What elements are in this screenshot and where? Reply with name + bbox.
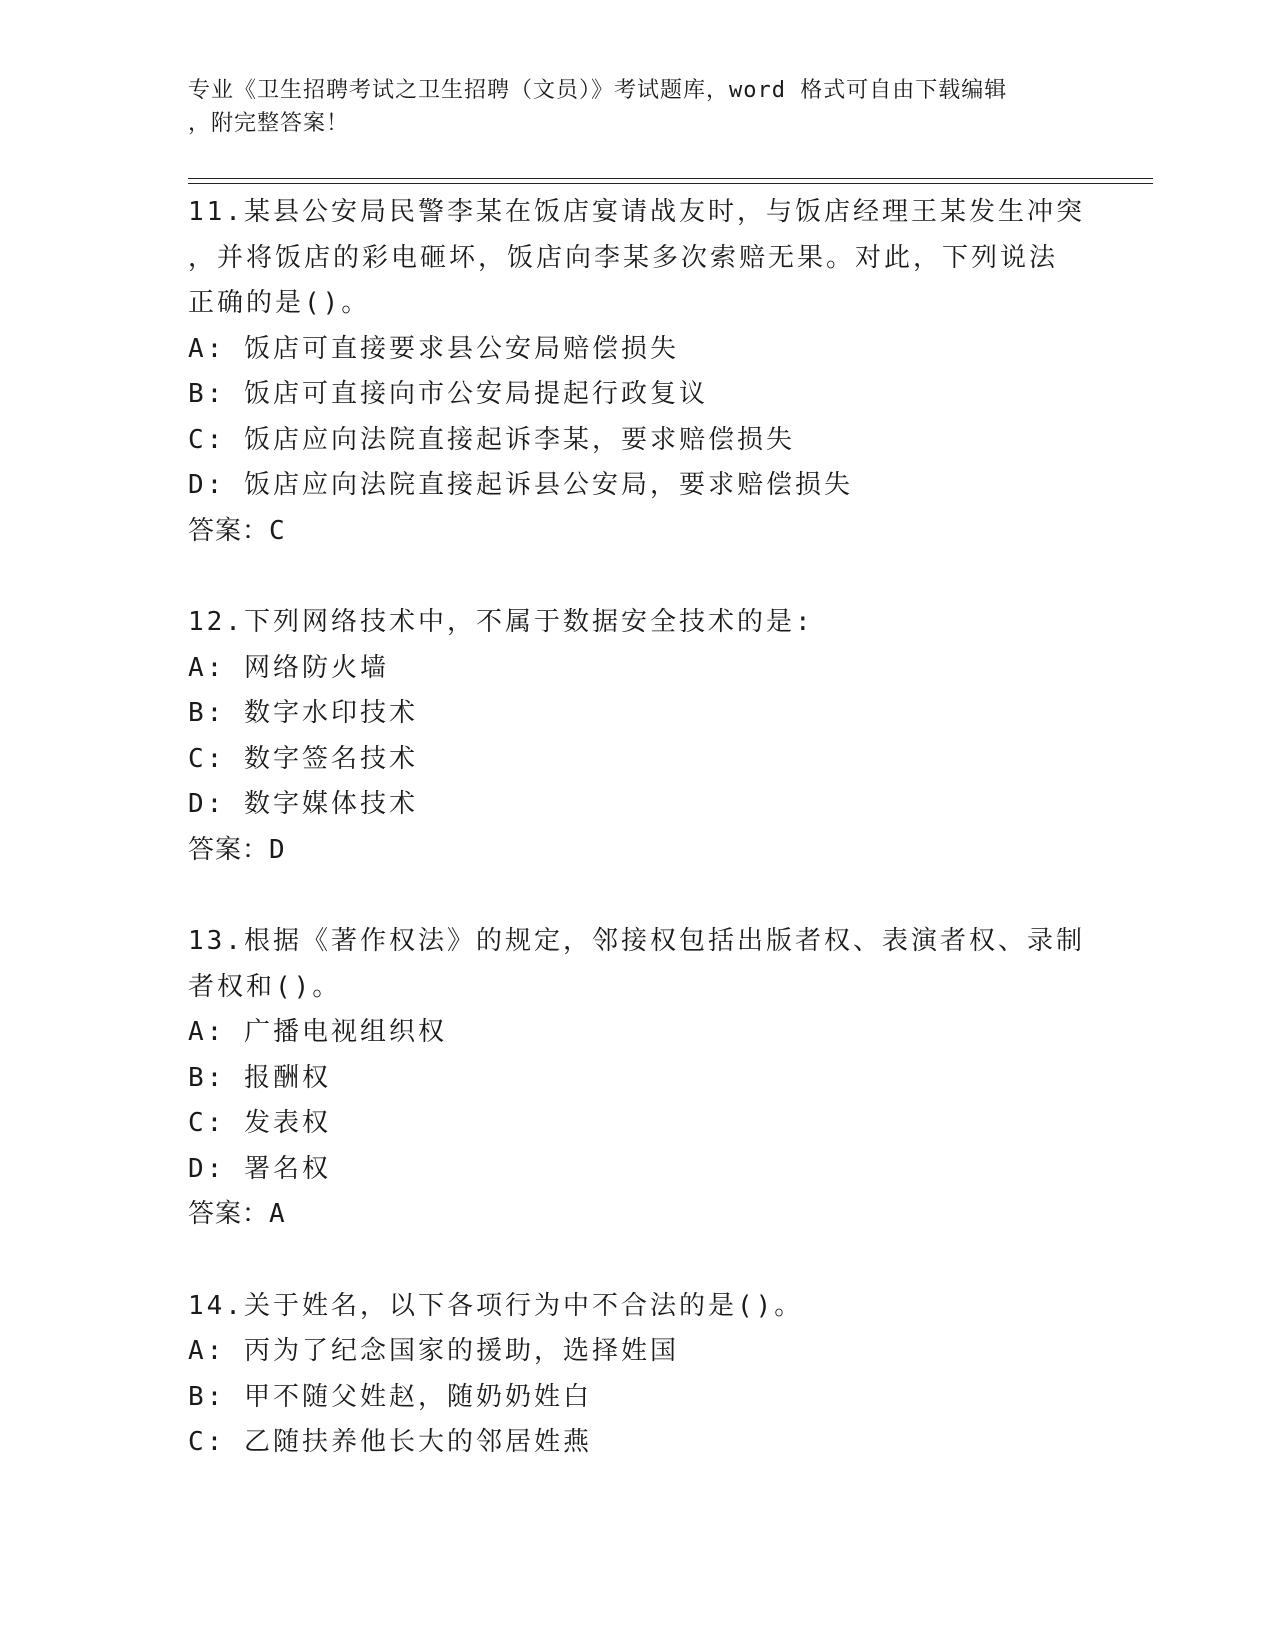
question-stem: 11.某县公安局民警李某在饭店宴请战友时，与饭店经理王某发生冲突 ，并将饭店的彩电砸坏，饭店向李某多次索赔无果。对此，下列说法 正确的是()。 [188, 197, 1085, 318]
option-b: B: 甲不随父姓赵，随奶奶姓白 [188, 1381, 592, 1412]
option-c: C: 发表权 [188, 1108, 331, 1138]
question-stem: 14.关于姓名，以下各项行为中不合法的是()。 [188, 1290, 804, 1321]
document-header: 专业《卫生招聘考试之卫生招聘（文员）》考试题库，word 格式可自由下载编辑 ，附完整答案！ [188, 78, 1008, 136]
answer-label: 答案： [188, 515, 270, 546]
answer-line [188, 1192, 1088, 1238]
question-list [188, 190, 1088, 1466]
option-d: D: 署名权 [188, 1153, 331, 1184]
option-a: A: 丙为了纪念国家的援助，选择姓国 [188, 1336, 679, 1366]
option-a: A: 饭店可直接要求县公安局赔偿损失 [188, 333, 679, 364]
answer-label: 答案： [188, 834, 270, 865]
question-stem: 13.根据《著作权法》的规定，邻接权包括出版者权、表演者权、录制 者权和()。 [188, 926, 1085, 1002]
question-14 [188, 1284, 1088, 1466]
answer-value: A [269, 1199, 286, 1229]
option-b: B: 饭店可直接向市公安局提起行政复议 [188, 379, 708, 409]
answer-line [188, 828, 1088, 874]
option-c: C: 饭店应向法院直接起诉李某，要求赔偿损失 [188, 424, 795, 455]
answer-line [188, 509, 1088, 555]
answer-label: 答案： [188, 1199, 270, 1229]
question-13 [188, 919, 1088, 1238]
option-b: B: 数字水印技术 [188, 698, 418, 728]
answer-value: D [269, 834, 286, 865]
question-stem: 12.下列网络技术中，不属于数据安全技术的是: [188, 607, 814, 637]
option-a: A: 广播电视组织权 [188, 1017, 447, 1047]
option-d: D: 饭店应向法院直接起诉县公安局，要求赔偿损失 [188, 470, 853, 500]
header-divider-top [188, 178, 1153, 179]
option-d: D: 数字媒体技术 [188, 789, 418, 819]
option-b: B: 报酬权 [188, 1062, 331, 1093]
option-c: C: 数字签名技术 [188, 743, 418, 774]
option-a: A: 网络防火墙 [188, 652, 389, 683]
answer-value: C [269, 515, 286, 546]
option-c: C: 乙随扶养他长大的邻居姓燕 [188, 1427, 592, 1457]
question-11 [188, 190, 1088, 554]
header-divider-bottom [188, 183, 1153, 184]
question-12 [188, 600, 1088, 873]
